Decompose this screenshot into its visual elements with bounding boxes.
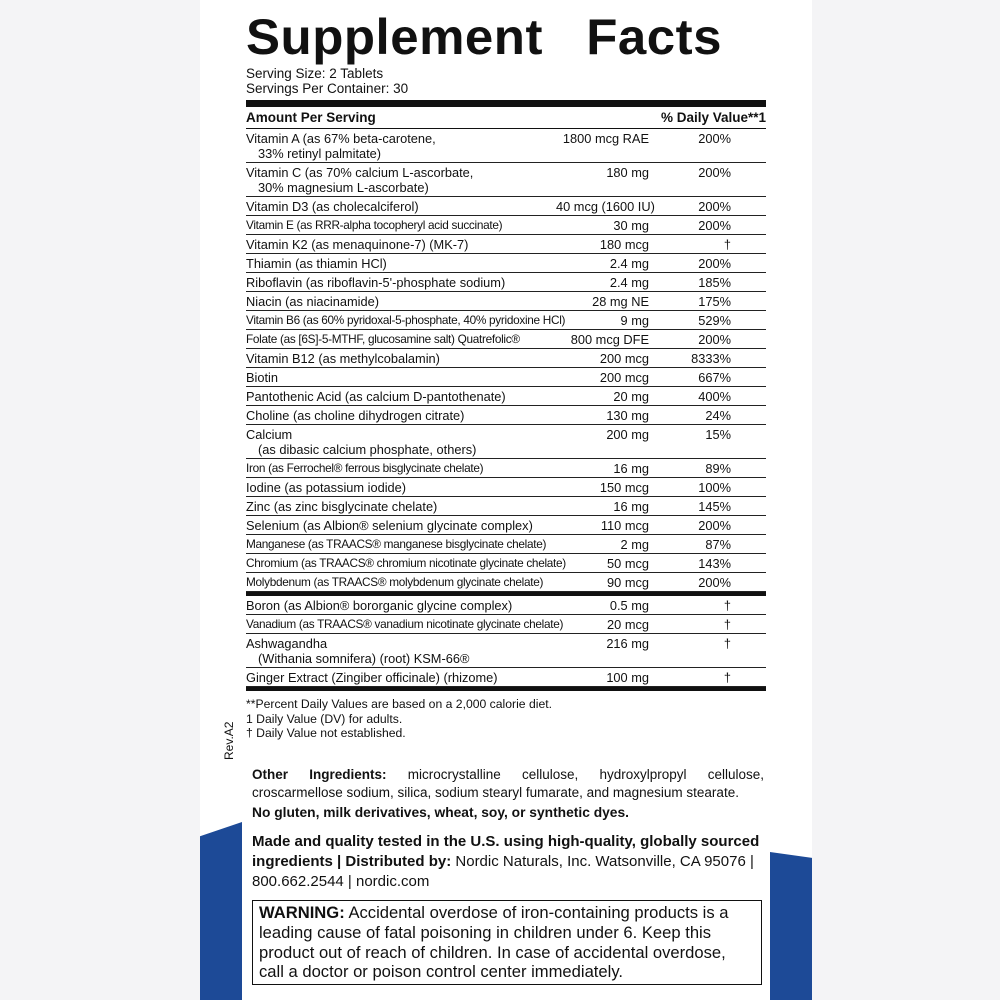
nutrient-name-main: Pantothenic Acid (as calcium D-pantothenate) (246, 389, 506, 404)
nutrient-name-main: Vitamin E (as RRR-alpha tocopheryl acid succinate) (246, 218, 503, 232)
nutrient-daily-value: 200% (698, 575, 731, 590)
nutrient-name-main: Vitamin A (as 67% beta-carotene, (246, 131, 436, 146)
dv-header: % Daily Value**1 (660, 110, 766, 125)
nutrient-name (246, 370, 556, 385)
nutrient-amount: 200 mg (606, 427, 649, 442)
nutrient-row (246, 668, 766, 687)
nutrient-amount: 180 mg (606, 165, 649, 180)
nutrient-name-detail: 33% retinyl palmitate) (258, 146, 382, 161)
nutrient-name (246, 575, 556, 590)
nutrient-amount: 100 mg (606, 670, 649, 685)
nutrient-row (246, 387, 766, 406)
nutrient-daily-value: 400% (698, 389, 731, 404)
nutrient-daily-value: 200% (698, 332, 731, 347)
nutrient-name-main: Zinc (as zinc bisglycinate chelate) (246, 499, 438, 514)
nutrient-name-main: Boron (as Albion® bororganic glycine complex) (246, 598, 513, 613)
nutrient-amount: 216 mg (606, 636, 649, 651)
nutrient-name (246, 427, 556, 457)
other-nutrient-list (246, 596, 766, 687)
nutrient-amount: 2.4 mg (609, 256, 649, 271)
table-header (246, 107, 766, 129)
other-ingredients-text: microcrystalline cellulose, hydroxylpropyl cellulose, croscarmellose sodium, silica, sodium stearyl fumarate, and magnesium stearate. (252, 767, 764, 800)
nutrient-daily-value: 200% (698, 165, 731, 180)
nutrient-row (246, 129, 766, 163)
footnotes (246, 697, 766, 741)
nutrient-name-main: Folate (as [6S]-5-MTHF, glucosamine salt) Quatrefolic® (246, 332, 520, 346)
nutrient-daily-value: † (723, 670, 731, 685)
nutrient-amount: 50 mcg (607, 556, 649, 571)
nutrient-row (246, 216, 766, 235)
nutrient-row (246, 459, 766, 478)
nutrient-name-main: Calcium (246, 427, 293, 442)
nutrient-row (246, 292, 766, 311)
nutrient-name-main: Iodine (as potassium iodide) (246, 480, 407, 495)
nutrient-daily-value: 100% (698, 480, 731, 495)
nutrient-row (246, 330, 766, 349)
nutrient-amount: 2.4 mg (609, 275, 649, 290)
nutrient-daily-value: 200% (698, 218, 731, 233)
nutrient-name (246, 408, 556, 423)
nutrient-row (246, 516, 766, 535)
nutrient-daily-value: † (723, 617, 731, 632)
nutrient-name-main: Biotin (246, 370, 279, 385)
nutrient-name-main: Manganese (as TRAACS® manganese bisglycinate chelate) (246, 537, 547, 551)
nutrient-name (246, 313, 566, 328)
nutrient-daily-value: 87% (705, 537, 731, 552)
nutrient-name (246, 218, 556, 233)
nutrient-row (246, 235, 766, 254)
nutrient-name-main: Niacin (as niacinamide) (246, 294, 379, 309)
nutrient-amount: 9 mg (620, 313, 649, 328)
nutrient-row (246, 368, 766, 387)
nutrient-row (246, 425, 766, 459)
nutrient-name (246, 237, 556, 252)
nutrient-daily-value: 143% (698, 556, 731, 571)
nutrient-amount: 1800 mcg RAE (562, 131, 649, 146)
nutrient-daily-value: † (723, 237, 731, 252)
distributor-info: Nordic Naturals, Inc. Watsonville, CA 95076 | 800.662.2544 | nordic.com (252, 853, 754, 890)
nutrient-name (246, 332, 556, 347)
nutrient-name (246, 499, 556, 514)
footnote: † Daily Value not established. (246, 726, 406, 740)
nutrient-name-main: Vitamin D3 (as cholecalciferol) (246, 199, 419, 214)
nutrient-name (246, 636, 556, 666)
nutrient-daily-value: 185% (698, 275, 731, 290)
nutrient-name-detail: 30% magnesium L-ascorbate) (258, 180, 429, 195)
nutrient-daily-value: 667% (698, 370, 731, 385)
made-statement: Made and quality tested in the U.S. using high-quality, globally sourced ingredients | Distributed by: (252, 833, 760, 870)
serving-info (246, 67, 766, 96)
nutrient-name (246, 537, 556, 552)
nutrient-name-main: Vitamin K2 (as menaquinone-7) (MK-7) (246, 237, 469, 252)
nutrient-amount: 90 mcg (607, 575, 649, 590)
manufacturer-info (252, 832, 772, 892)
nutrient-name (246, 199, 556, 214)
nutrient-daily-value: † (723, 636, 731, 651)
warning-text: Accidental overdose of iron-containing products is a leading cause of fatal poisoning in children under 6. Keep this product out of reach of children. In case of accidental overdose, call a doctor or poison control center immediately. (259, 903, 729, 982)
nutrient-row (246, 535, 766, 554)
other-ingredients-label: Other Ingredients: (252, 767, 387, 782)
nutrient-row (246, 163, 766, 197)
nutrient-name (246, 165, 556, 195)
nutrient-name (246, 518, 556, 533)
nutrient-amount: 28 mg NE (592, 294, 649, 309)
nutrient-row (246, 478, 766, 497)
amount-header: Amount Per Serving (246, 110, 376, 125)
nutrient-name (246, 256, 556, 271)
nutrient-name (246, 461, 556, 476)
nutrient-amount: 16 mg (613, 461, 649, 476)
allergen-statement: No gluten, milk derivatives, wheat, soy, or synthetic dyes. (252, 805, 629, 820)
nutrient-name-main: Ashwagandha (246, 636, 328, 651)
nutrient-amount: 800 mcg DFE (570, 332, 649, 347)
nutrient-amount: 2 mg (620, 537, 649, 552)
nutrient-amount: 40 mcg (1600 IU) (556, 199, 655, 214)
nutrient-amount: 0.5 mg (609, 598, 649, 613)
nutrient-amount: 200 mcg (599, 370, 649, 385)
nutrient-name (246, 275, 556, 290)
nutrient-amount: 20 mg (613, 389, 649, 404)
nutrient-amount: 180 mcg (599, 237, 649, 252)
nutrient-name (246, 351, 556, 366)
background-right (812, 0, 1000, 1000)
nutrient-row (246, 273, 766, 292)
nutrient-name-main: Thiamin (as thiamin HCl) (246, 256, 387, 271)
nutrient-name-main: Choline (as choline dihydrogen citrate) (246, 408, 465, 423)
nutrient-name (246, 389, 556, 404)
nutrient-daily-value: 8333% (691, 351, 731, 366)
nutrient-amount: 200 mcg (599, 351, 649, 366)
nutrient-name-main: Vanadium (as TRAACS® vanadium nicotinate glycinate chelate) (246, 617, 564, 631)
nutrient-amount: 110 mcg (600, 518, 649, 533)
nutrient-row (246, 349, 766, 368)
nutrient-daily-value: 529% (698, 313, 731, 328)
nutrient-name-main: Vitamin B6 (as 60% pyridoxal-5-phosphate, 40% pyridoxine HCl) (246, 313, 566, 327)
warning-label: WARNING: (259, 903, 345, 922)
nutrient-name (246, 670, 556, 685)
nutrient-row (246, 554, 766, 573)
nutrient-row (246, 197, 766, 216)
servings-per-container: Servings Per Container: 30 (246, 80, 409, 96)
blue-stripe-left (200, 822, 242, 1000)
nutrient-name (246, 131, 556, 161)
revision-code: Rev.A2 (222, 721, 236, 760)
nutrient-amount: 16 mg (613, 499, 649, 514)
nutrient-row (246, 311, 766, 330)
nutrient-name (246, 294, 556, 309)
supplement-facts-panel (246, 0, 766, 741)
nutrient-daily-value: 15% (705, 427, 731, 442)
other-ingredients (252, 766, 764, 802)
nutrient-amount: 150 mcg (599, 480, 649, 495)
footnote: 1 Daily Value (DV) for adults. (246, 711, 403, 726)
footnote: **Percent Daily Values are based on a 2,000 calorie diet. (246, 697, 553, 711)
nutrient-name-main: Vitamin C (as 70% calcium L-ascorbate, (246, 165, 474, 180)
nutrient-daily-value: 24% (705, 408, 731, 423)
nutrient-name-detail: (as dibasic calcium phosphate, others) (258, 442, 477, 457)
nutrient-amount: 130 mg (606, 408, 649, 423)
bottom-divider (246, 687, 766, 691)
nutrient-name-main: Selenium (as Albion® selenium glycinate complex) (246, 518, 533, 533)
nutrient-row (246, 573, 766, 592)
nutrient-daily-value: 89% (705, 461, 731, 476)
nutrient-name-main: Vitamin B12 (as methylcobalamin) (246, 351, 440, 366)
nutrient-daily-value: 200% (698, 256, 731, 271)
nutrient-daily-value: 145% (698, 499, 731, 514)
nutrient-name-main: Ginger Extract (Zingiber officinale) (rhizome) (246, 670, 498, 685)
nutrient-daily-value: † (723, 598, 731, 613)
background-left (0, 0, 200, 1000)
nutrient-name (246, 617, 564, 632)
serving-size: Serving Size: 2 Tablets (246, 66, 384, 81)
nutrient-row (246, 497, 766, 516)
nutrient-row (246, 615, 766, 634)
nutrient-row (246, 406, 766, 425)
nutrient-list (246, 129, 766, 592)
thick-divider (246, 100, 766, 107)
nutrient-name (246, 598, 556, 613)
nutrient-row (246, 634, 766, 668)
warning-box (252, 900, 762, 985)
nutrient-name (246, 480, 556, 495)
nutrient-amount: 20 mcg (607, 617, 649, 632)
nutrient-row (246, 596, 766, 615)
nutrient-daily-value: 200% (698, 199, 731, 214)
nutrient-name (246, 556, 566, 571)
nutrient-name-main: Molybdenum (as TRAACS® molybdenum glycinate chelate) (246, 575, 544, 589)
nutrient-name-main: Riboflavin (as riboflavin-5'-phosphate sodium) (246, 275, 506, 290)
panel-title: Supplement Facts (246, 9, 722, 65)
blue-stripe-right (770, 852, 812, 1000)
nutrient-daily-value: 175% (698, 294, 731, 309)
nutrient-amount: 30 mg (613, 218, 649, 233)
nutrient-name-detail: (Withania somnifera) (root) KSM-66® (258, 651, 470, 666)
nutrient-row (246, 254, 766, 273)
nutrient-daily-value: 200% (698, 131, 731, 146)
nutrient-daily-value: 200% (698, 518, 731, 533)
nutrient-name-main: Iron (as Ferrochel® ferrous bisglycinate chelate) (246, 461, 484, 475)
nutrient-name-main: Chromium (as TRAACS® chromium nicotinate glycinate chelate) (246, 556, 566, 570)
